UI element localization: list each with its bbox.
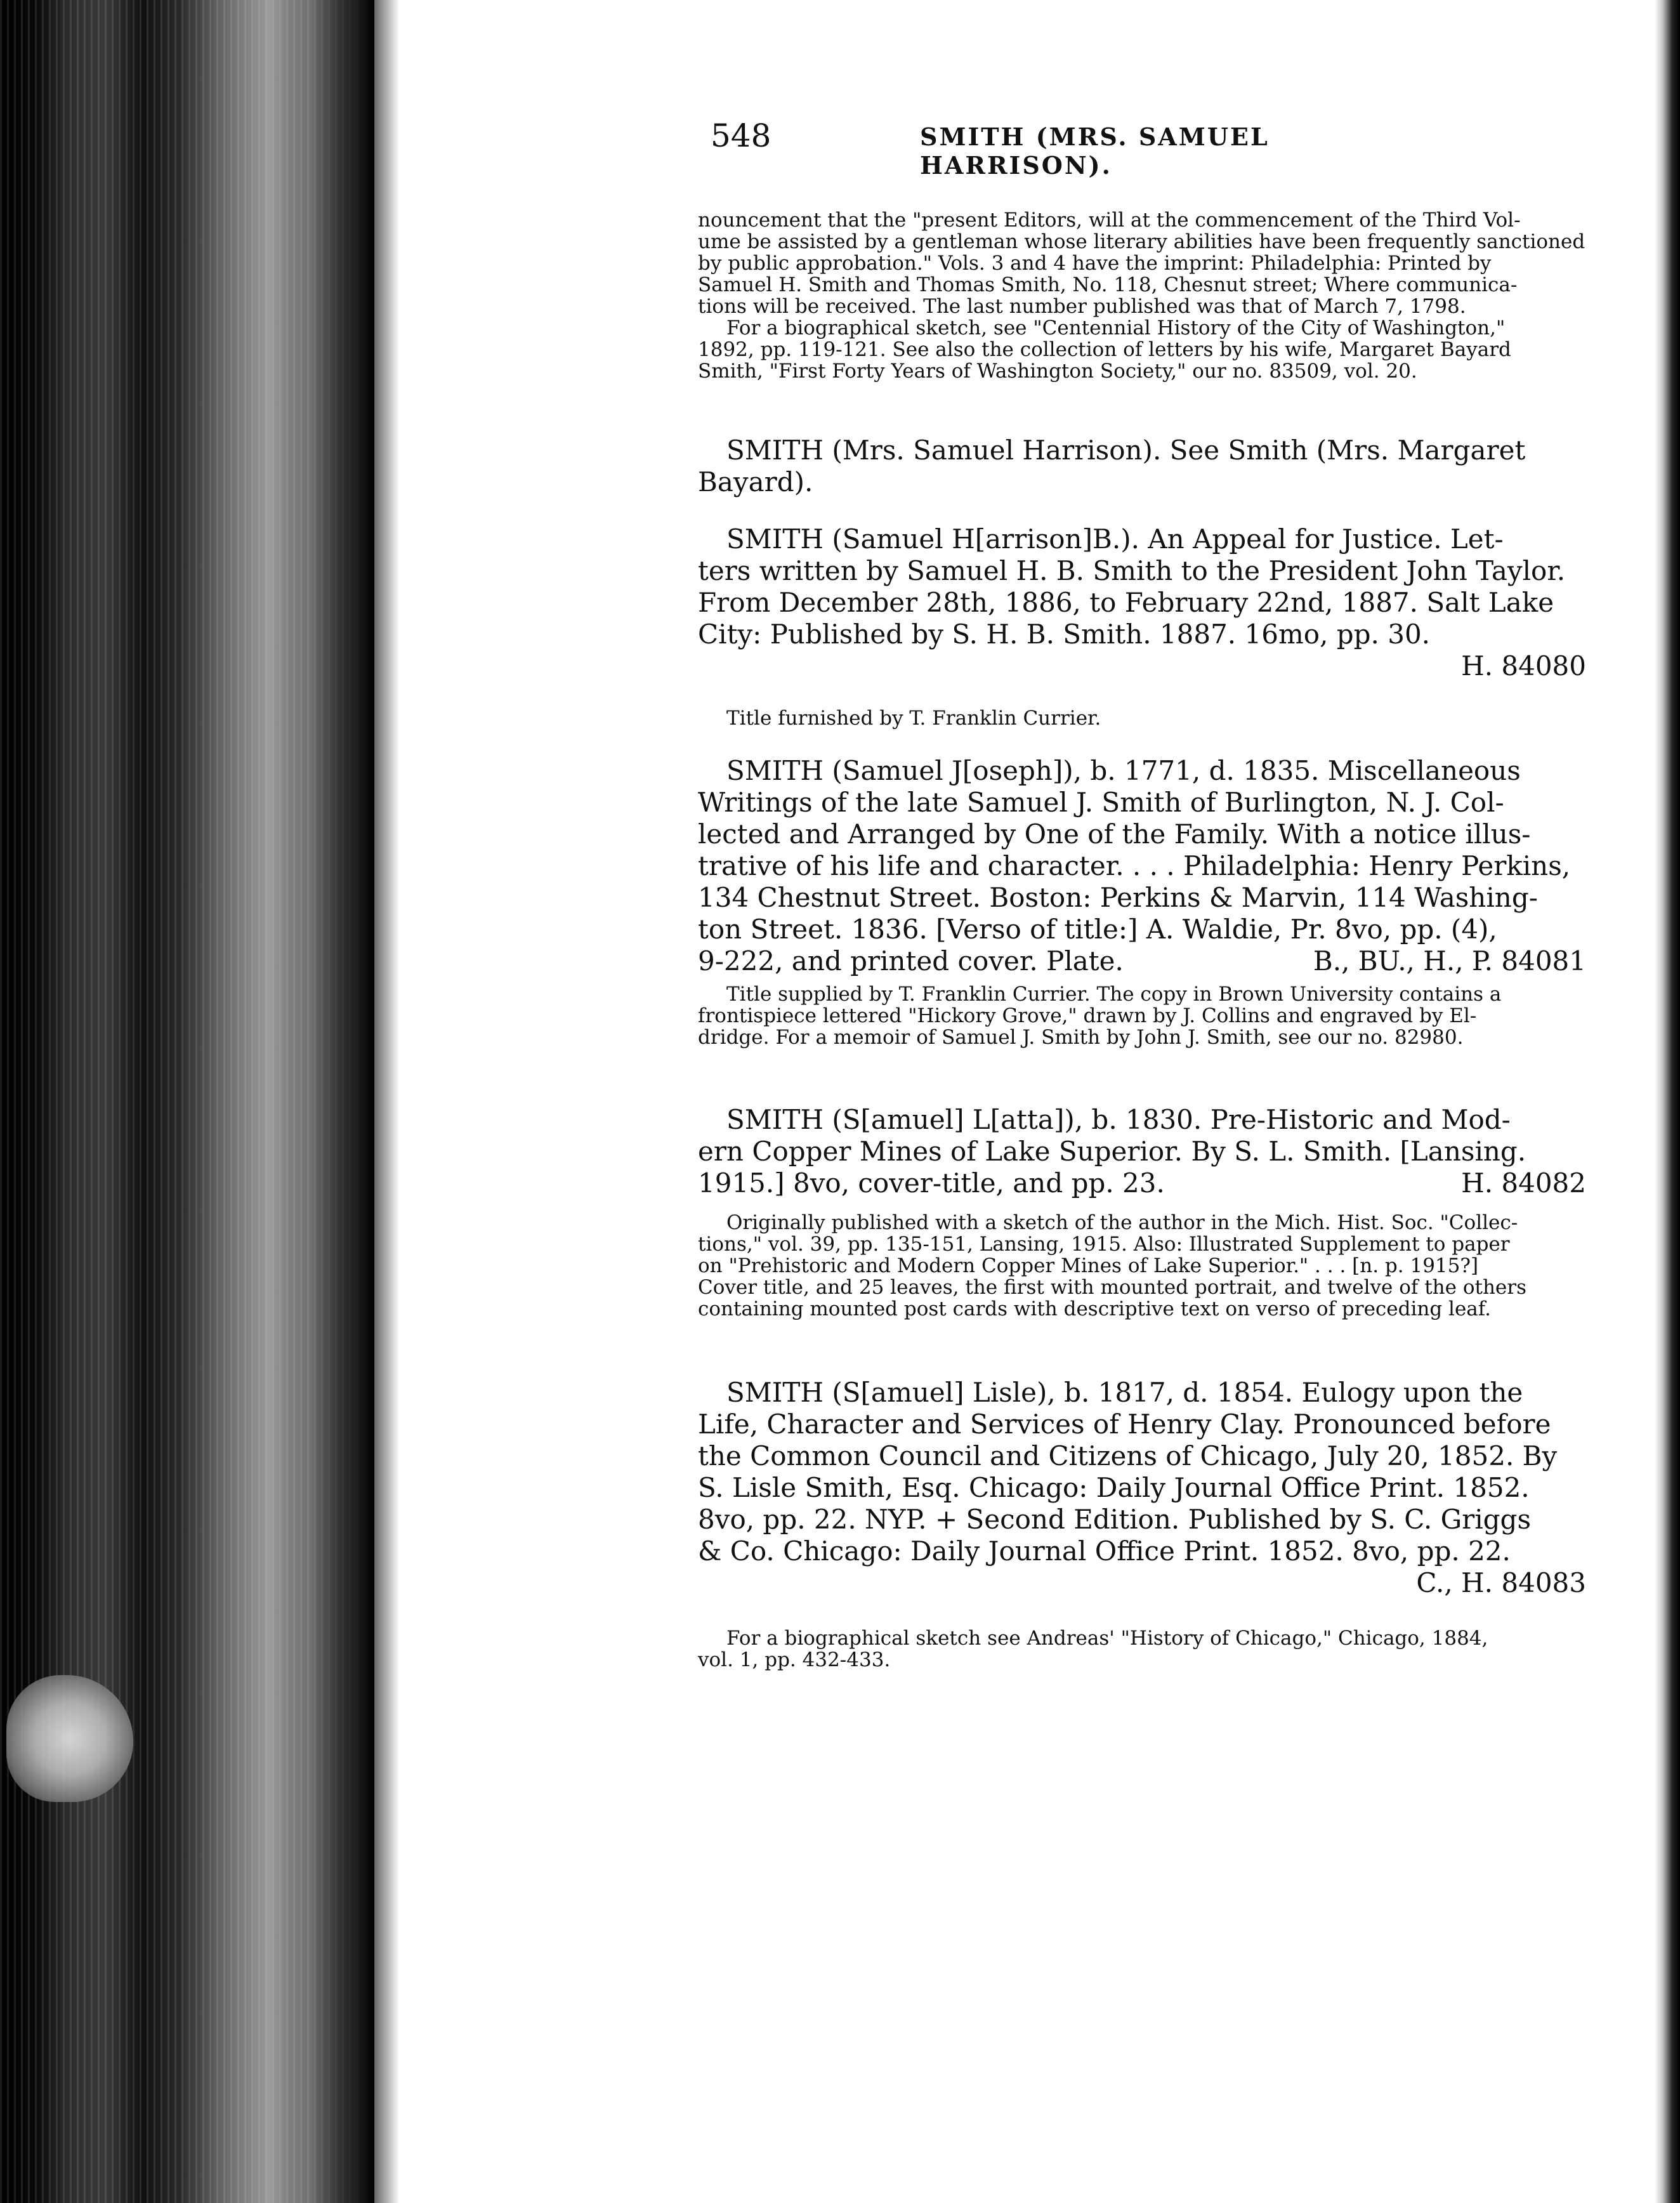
text-line: For a biographical sketch, see "Centennial History of the City of Washington,": [726, 317, 1506, 339]
entry-line: SMITH (Samuel H[arrison]B.). An Appeal for Justice. Let-: [726, 523, 1504, 555]
entry-number: H. 84082: [1461, 1167, 1586, 1199]
entry-line: SMITH (S[amuel] L[atta]), b. 1830. Pre-Historic and Mod-: [726, 1104, 1511, 1135]
entry-line: the Common Council and Citizens of Chicago, July 20, 1852. By: [698, 1440, 1558, 1471]
entry-line: 134 Chestnut Street. Boston: Perkins & Marvin, 114 Washing-: [698, 882, 1538, 913]
entry-smith-samuel-lisle: [698, 1377, 1586, 1599]
text-line: nouncement that the "present Editors, will at the commencement of the Third Vol-: [698, 209, 1521, 232]
page-number: 548: [711, 117, 771, 154]
note-line: tions," vol. 39, pp. 135-151, Lansing, 1915. Also: Illustrated Supplement to paper: [698, 1233, 1510, 1256]
text-line: by public approbation." Vols. 3 and 4 have the imprint: Philadelphia: Printed by: [698, 252, 1492, 275]
note-line: frontispiece lettered "Hickory Grove," drawn by J. Collins and engraved by El-: [698, 1004, 1477, 1027]
entry-line: ters written by Samuel H. B. Smith to the President John Taylor.: [698, 555, 1566, 586]
spine-edge: [266, 0, 374, 2203]
entry-smith-samuel-joseph: [698, 755, 1586, 977]
entry-note: [698, 707, 1586, 729]
entry-line: Bayard).: [698, 466, 813, 497]
note-line: Title furnished by T. Franklin Currier.: [726, 707, 1101, 730]
entry-number: H. 84080: [1461, 650, 1586, 681]
entry-line: S. Lisle Smith, Esq. Chicago: Daily Journal Office Print. 1852.: [698, 1472, 1530, 1503]
entry-line: trative of his life and character. . . . Philadelphia: Henry Perkins,: [698, 850, 1571, 881]
entry-note: [698, 983, 1586, 1048]
entry-line: SMITH (S[amuel] Lisle), b. 1817, d. 1854. Eulogy upon the: [726, 1377, 1523, 1408]
entry-number: C., H. 84083: [1416, 1567, 1586, 1598]
entry-line: ern Copper Mines of Lake Superior. By S. L. Smith. [Lansing.: [698, 1136, 1526, 1167]
entry-line: ton Street. 1836. [Verso of title:] A. Waldie, Pr. 8vo, pp. (4),: [698, 914, 1497, 945]
note-line: on "Prehistoric and Modern Copper Mines of Lake Superior." . . . [n. p. 1915?]: [698, 1254, 1479, 1277]
entry-line: 9-222, and printed cover. Plate.: [698, 945, 1124, 977]
entry-line: lected and Arranged by One of the Family. With a notice illus-: [698, 819, 1531, 850]
entry-number: B., BU., H., P. 84081: [1313, 945, 1586, 977]
text-line: Smith, "First Forty Years of Washington Society," our no. 83509, vol. 20.: [698, 360, 1417, 383]
entry-number-row: [698, 945, 1586, 977]
entry-smith-samuel-hb: [698, 523, 1586, 682]
text-line: tions will be received. The last number published was that of March 7, 1798.: [698, 295, 1466, 318]
entry-line: 1915.] 8vo, cover-title, and pp. 23.: [698, 1167, 1165, 1199]
entry-smith-mrs-samuel-harrison: [698, 435, 1586, 498]
text-line: 1892, pp. 119-121. See also the collection of letters by his wife, Margaret Bayard: [698, 338, 1511, 361]
note-line: For a biographical sketch see Andreas' "History of Chicago," Chicago, 1884,: [726, 1627, 1488, 1650]
right-page-edge: [1655, 0, 1680, 2203]
entry-line: 8vo, pp. 22. NYP. + Second Edition. Published by S. C. Griggs: [698, 1504, 1531, 1535]
note-line: Cover title, and 25 leaves, the first with mounted portrait, and twelve of the others: [698, 1276, 1526, 1299]
entry-note: [698, 1628, 1586, 1671]
entry-line: From December 28th, 1886, to February 22nd, 1887. Salt Lake: [698, 587, 1554, 618]
entry-line: Writings of the late Samuel J. Smith of Burlington, N. J. Col-: [698, 787, 1504, 818]
entry-line: Life, Character and Services of Henry Clay. Pronounced before: [698, 1409, 1551, 1440]
entry-number-row: [698, 1167, 1586, 1199]
continuation-text: [698, 209, 1586, 382]
entry-line: & Co. Chicago: Daily Journal Office Print. 1852. 8vo, pp. 22.: [698, 1536, 1511, 1567]
note-line: dridge. For a memoir of Samuel J. Smith by John J. Smith, see our no. 82980.: [698, 1026, 1464, 1049]
entry-line: SMITH (Mrs. Samuel Harrison). See Smith (Mrs. Margaret: [726, 435, 1526, 466]
running-head: SMITH (MRS. SAMUEL HARRISON).: [920, 122, 1270, 180]
entry-line: SMITH (Samuel J[oseph]), b. 1771, d. 1835. Miscellaneous: [726, 755, 1521, 786]
entry-note: [698, 1212, 1586, 1320]
note-line: vol. 1, pp. 432-433.: [698, 1648, 891, 1671]
note-line: containing mounted post cards with descriptive text on verso of preceding leaf.: [698, 1298, 1492, 1320]
note-line: Title supplied by T. Franklin Currier. The copy in Brown University contains a: [726, 983, 1502, 1006]
note-line: Originally published with a sketch of the author in the Mich. Hist. Soc. "Collec-: [726, 1211, 1518, 1234]
entry-line: City: Published by S. H. B. Smith. 1887. 16mo, pp. 30.: [698, 619, 1431, 650]
page-header: [711, 117, 1396, 180]
page-gutter-shadow: [374, 0, 400, 2203]
text-line: ume be assisted by a gentleman whose literary abilities have been frequently sanctioned: [698, 230, 1585, 253]
text-line: Samuel H. Smith and Thomas Smith, No. 118, Chesnut street; Where communica-: [698, 273, 1518, 296]
